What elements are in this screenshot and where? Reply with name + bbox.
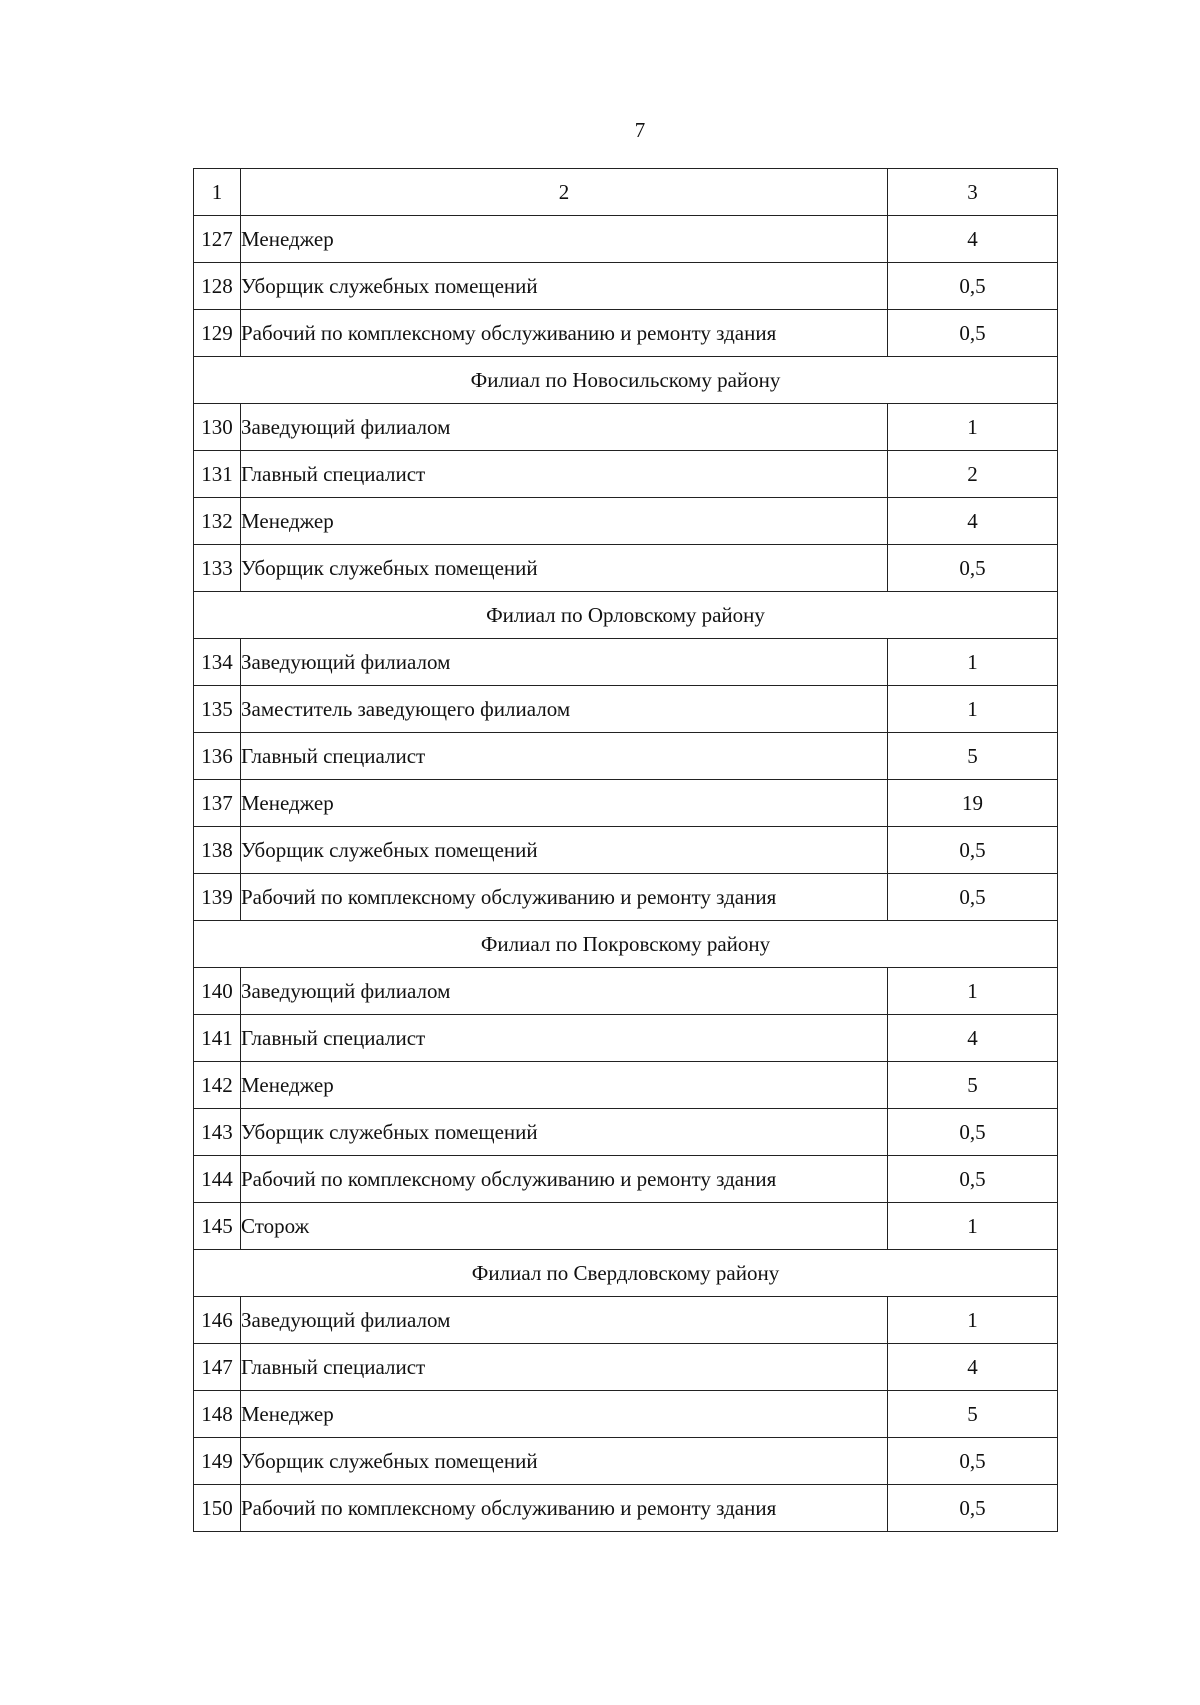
staff-units: 19 [888, 780, 1058, 827]
row-number: 127 [194, 216, 241, 263]
staff-units: 0,5 [888, 545, 1058, 592]
staff-units: 5 [888, 733, 1058, 780]
position-name: Сторож [241, 1203, 888, 1250]
staff-units: 0,5 [888, 1109, 1058, 1156]
table-row [194, 1156, 1058, 1203]
row-number: 131 [194, 451, 241, 498]
staff-table [193, 168, 1058, 1532]
row-number: 137 [194, 780, 241, 827]
table-row [194, 1438, 1058, 1485]
staff-units: 1 [888, 404, 1058, 451]
table-row [194, 404, 1058, 451]
staff-units: 4 [888, 498, 1058, 545]
staff-units: 4 [888, 216, 1058, 263]
row-number: 140 [194, 968, 241, 1015]
position-name: Менеджер [241, 498, 888, 545]
position-name: Рабочий по комплексному обслуживанию и ремонту здания [241, 310, 888, 357]
table-header-row [194, 169, 1058, 216]
page-number: 7 [634, 118, 646, 142]
row-number: 145 [194, 1203, 241, 1250]
staff-units: 0,5 [888, 1438, 1058, 1485]
row-number: 150 [194, 1485, 241, 1532]
table-row [194, 1485, 1058, 1532]
section-row [194, 357, 1058, 404]
row-number: 138 [194, 827, 241, 874]
section-title: Филиал по Орловскому району [194, 592, 1058, 639]
staff-units: 0,5 [888, 874, 1058, 921]
position-name: Менеджер [241, 216, 888, 263]
row-number: 143 [194, 1109, 241, 1156]
position-name: Заместитель заведующего филиалом [241, 686, 888, 733]
position-name: Главный специалист [241, 451, 888, 498]
row-number: 128 [194, 263, 241, 310]
position-name: Заведующий филиалом [241, 639, 888, 686]
row-number: 146 [194, 1297, 241, 1344]
table-row [194, 216, 1058, 263]
table-row [194, 780, 1058, 827]
row-number: 147 [194, 1344, 241, 1391]
section-title: Филиал по Покровскому району [194, 921, 1058, 968]
staff-units: 2 [888, 451, 1058, 498]
position-name: Главный специалист [241, 733, 888, 780]
staff-units: 1 [888, 968, 1058, 1015]
column-header-value: 3 [888, 169, 1058, 216]
staff-units: 4 [888, 1344, 1058, 1391]
row-number: 141 [194, 1015, 241, 1062]
position-name: Главный специалист [241, 1015, 888, 1062]
staff-units: 0,5 [888, 263, 1058, 310]
position-name: Заведующий филиалом [241, 404, 888, 451]
table-row [194, 545, 1058, 592]
position-name: Заведующий филиалом [241, 1297, 888, 1344]
position-name: Заведующий филиалом [241, 968, 888, 1015]
table-row [194, 968, 1058, 1015]
staff-units: 1 [888, 639, 1058, 686]
staff-units: 1 [888, 1203, 1058, 1250]
staff-units: 5 [888, 1391, 1058, 1438]
position-name: Уборщик служебных помещений [241, 1438, 888, 1485]
staff-table-body [194, 169, 1058, 1532]
position-name: Менеджер [241, 1062, 888, 1109]
table-row [194, 451, 1058, 498]
position-name: Менеджер [241, 1391, 888, 1438]
staff-units: 1 [888, 686, 1058, 733]
section-row [194, 592, 1058, 639]
column-header-number: 1 [194, 169, 241, 216]
section-title: Филиал по Свердловскому району [194, 1250, 1058, 1297]
row-number: 134 [194, 639, 241, 686]
section-row [194, 1250, 1058, 1297]
row-number: 139 [194, 874, 241, 921]
staff-units: 0,5 [888, 310, 1058, 357]
section-row [194, 921, 1058, 968]
table-row [194, 639, 1058, 686]
table-row [194, 263, 1058, 310]
position-name: Уборщик служебных помещений [241, 1109, 888, 1156]
position-name: Уборщик служебных помещений [241, 545, 888, 592]
table-row [194, 1344, 1058, 1391]
position-name: Уборщик служебных помещений [241, 263, 888, 310]
staff-units: 4 [888, 1015, 1058, 1062]
position-name: Рабочий по комплексному обслуживанию и ремонту здания [241, 1156, 888, 1203]
table-row [194, 686, 1058, 733]
row-number: 136 [194, 733, 241, 780]
row-number: 148 [194, 1391, 241, 1438]
table-row [194, 733, 1058, 780]
section-title: Филиал по Новосильскому району [194, 357, 1058, 404]
table-row [194, 1297, 1058, 1344]
row-number: 142 [194, 1062, 241, 1109]
position-name: Главный специалист [241, 1344, 888, 1391]
table-row [194, 310, 1058, 357]
staff-units: 0,5 [888, 827, 1058, 874]
position-name: Рабочий по комплексному обслуживанию и ремонту здания [241, 874, 888, 921]
table-row [194, 1391, 1058, 1438]
table-row [194, 1109, 1058, 1156]
staff-units: 0,5 [888, 1156, 1058, 1203]
column-header-position: 2 [241, 169, 888, 216]
staff-units: 0,5 [888, 1485, 1058, 1532]
row-number: 132 [194, 498, 241, 545]
position-name: Уборщик служебных помещений [241, 827, 888, 874]
table-row [194, 1062, 1058, 1109]
staff-units: 5 [888, 1062, 1058, 1109]
row-number: 129 [194, 310, 241, 357]
table-row [194, 498, 1058, 545]
row-number: 144 [194, 1156, 241, 1203]
position-name: Менеджер [241, 780, 888, 827]
row-number: 135 [194, 686, 241, 733]
row-number: 133 [194, 545, 241, 592]
table-row [194, 1015, 1058, 1062]
row-number: 130 [194, 404, 241, 451]
table-row [194, 827, 1058, 874]
table-row [194, 1203, 1058, 1250]
position-name: Рабочий по комплексному обслуживанию и ремонту здания [241, 1485, 888, 1532]
table-row [194, 874, 1058, 921]
staff-units: 1 [888, 1297, 1058, 1344]
row-number: 149 [194, 1438, 241, 1485]
